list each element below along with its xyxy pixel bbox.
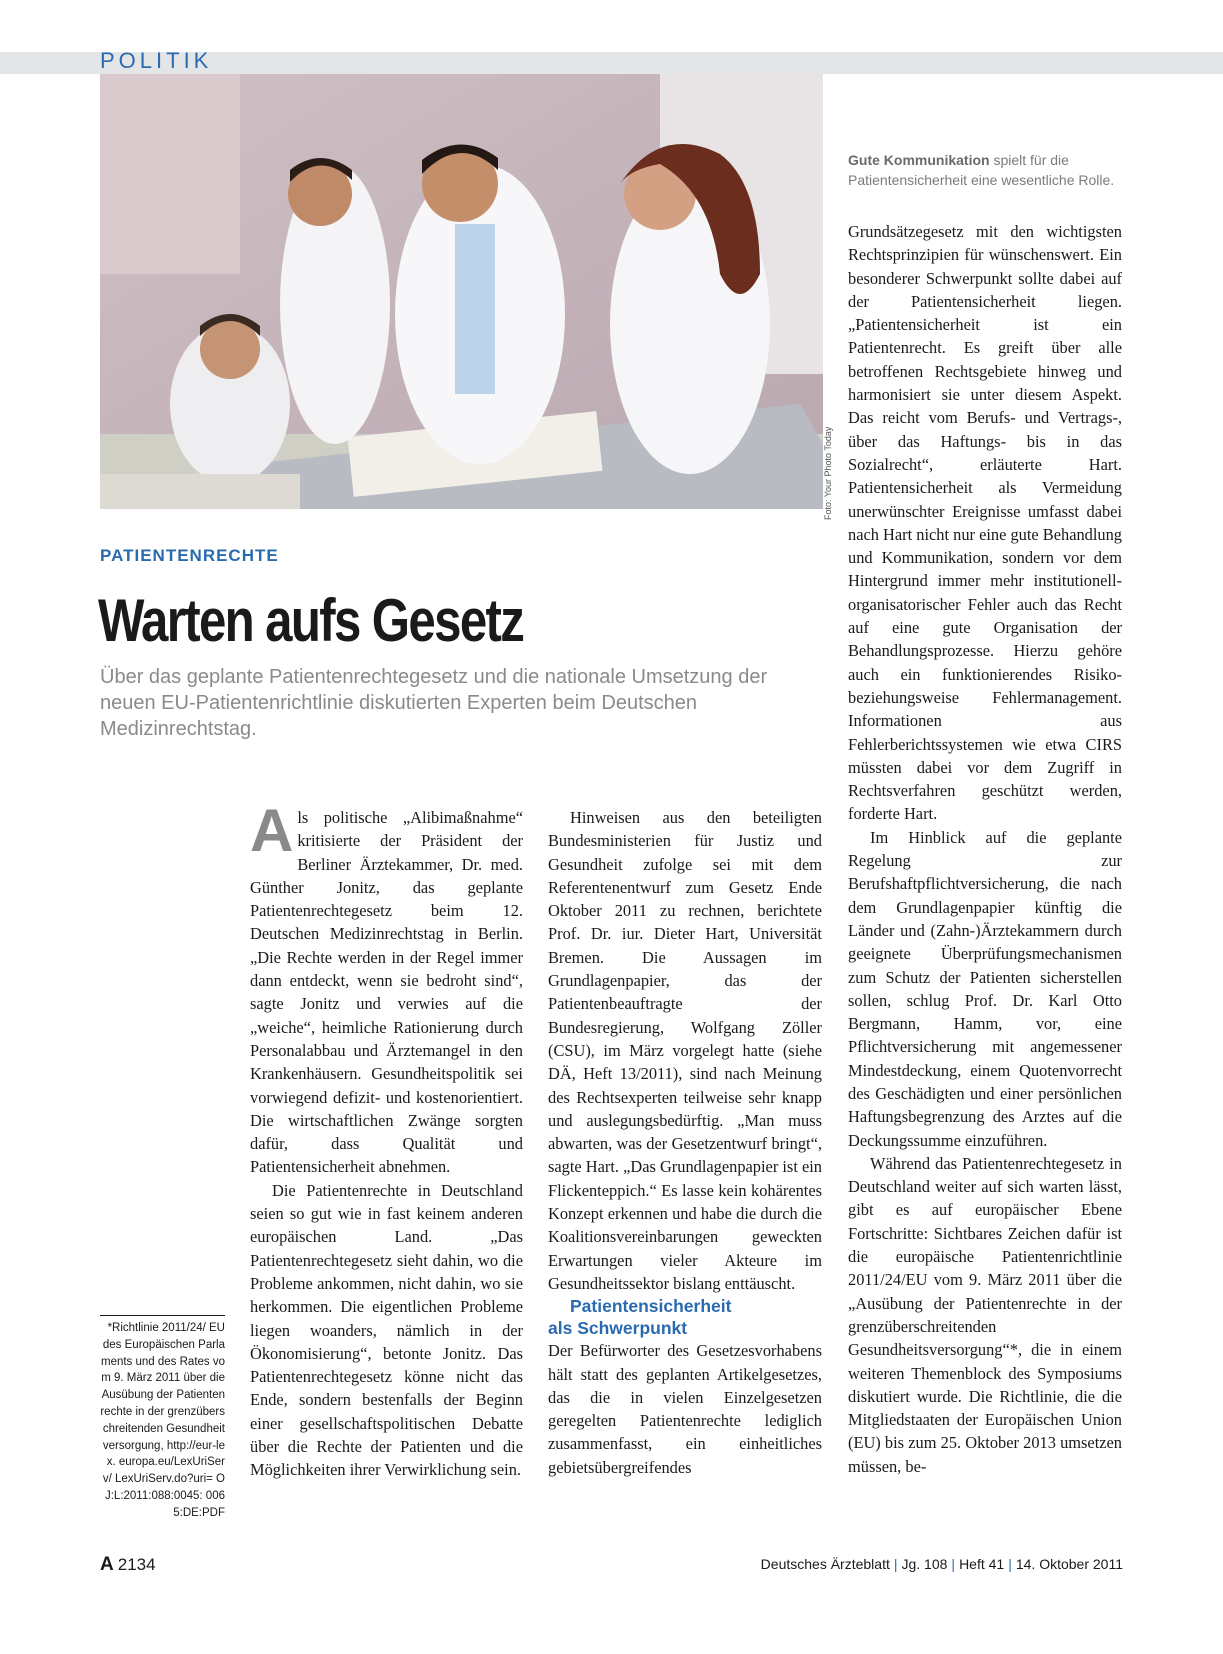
journal-date: 14. Oktober 2011 <box>1015 1556 1123 1572</box>
body-paragraph: Während das Patientenrechtegesetz in Deutschland weiter auf sich warten lässt, gibt es auf europäischer Ebene Fortschritte: Sichtbares Zeichen dafür ist die europäische Patientenrichtlinie 2011/24/EU vom 9. März 2011 über die „Ausübung der Patientenrechte in der grenzüberschreitenden Gesundheitsversorgung“*, die in einem weiteren Themenblock des Symposiums diskutiert wurde. Die Richtlinie, die die Mitgliedstaaten der Europäischen Union (EU) bis zum 25. Oktober 2013 umsetzen müssen, be- <box>848 1153 1122 1476</box>
body-paragraph: Im Hinblick auf die geplante Regelung zur Berufshaftpflichtversicherung, die nach dem Grundlagenpapier künftig die Länder und (Zahn-)Ärztekammern durch geeignete Überprüfungsmechanismen zum Schutz der Patienten sicherstellen sollen, schlug Prof. Dr. Karl Otto Bergmann, Hamm, vor, eine Pflichtversicherung mit angemessener Mindestdeckung, einem Quotenvorrecht des Geschädigten und einer persönlichen Haftungsbegrenzung des Arztes auf die Deckungssumme einzuführen. <box>848 827 1122 1150</box>
photo-credit: Foto: Your Photo Today <box>823 426 833 520</box>
journal-volume: Jg. 108 <box>901 1556 948 1572</box>
article-lead: Über das geplante Patientenrechtegesetz und die nationale Umsetzung der neuen EU-Patientenrichtlinie diskutierten Experten beim Deutschen Medizinrechtstag. <box>100 666 768 740</box>
subheading: Patientensicherheit als Schwerpunkt <box>548 1296 732 1339</box>
body-column-3 <box>848 220 1122 1478</box>
body-paragraph: Hinweisen aus den beteiligten Bundesministerien für Justiz und Gesundheit zufolge sei mit dem Referentenentwurf zum Gesetz Ende Oktober 2011 zu rechnen, berichtete Prof. Dr. iur. Dieter Hart, Universität Bremen. Die Aussagen im Grundlagenpapier, das der Patientenbeauftragte der Bundesregierung, Wolfgang Zöller (CSU), im März vorgelegt hatte (siehe DÄ, Heft 13/2011), sind nach Meinung des Rechtsexperten teilweise sehr knapp und auslegungsbedürftig. „Man muss abwarten, was der Gesetzentwurf bringt“, sagte Hart. „Das Grundlagenpapier ist ein Flickenteppich.“ Es lasse kein kohärentes Konzept erkennen und habe die durch die Koalitionsvereinbarungen geweckten Erwartungen vieler Akteure im Gesundheitssektor bislang enttäuscht. <box>548 808 822 1293</box>
journal-name: Deutsches Ärzteblatt <box>760 1556 890 1572</box>
footnote: *Richtlinie 2011/24/ EU des Europäischen Parlaments und des Rates vom 9. März 2011 über die Ausübung der Patientenrechte in der grenzüberschreitenden Gesundheitversorgung, http://eur-lex. europa.eu/LexUriServ/ LexUriServ.do?uri= OJ:L:2011:088:0045: 0065:DE:PDF <box>100 1322 225 1519</box>
footnote-rule <box>100 1315 225 1316</box>
article-photo <box>100 74 823 509</box>
body-column-2 <box>548 806 822 1479</box>
body-paragraph: Der Befürworter des Gesetzesvorhabens hält statt des geplanten Artikelgesetzes, das die in vielen Einzelgesetzen geregelten Patientenrechte lediglich zusammenfasst, ein einheitliches gebietsübergreifendes <box>548 1341 822 1477</box>
journal-info: Deutsches Ärzteblatt | Jg. 108 | Heft 41 | 14. Oktober 2011 <box>760 1556 1123 1572</box>
article-kicker: PATIENTENRECHTE <box>100 546 279 565</box>
body-column-1 <box>250 797 523 1482</box>
body-paragraph: Als politische „Alibimaßnahme“ kritisierte der Präsident der Berliner Ärztekammer, Dr. med. Günther Jonitz, das geplante Patientenrechtegesetz beim 12. Deutschen Medizinrechtstag in Berlin. „Die Rechte werden in der Regel immer dann entdeckt, wenn sie bedroht sind“, sagte Jonitz und verwies auf die „weiche“, heimliche Rationierung durch Personalabbau und Ärztemangel in den Krankenhäusern. Gesundheitspolitik sei vorwiegend defizit- und kostenorientiert. Die wirtschaftlichen Zwänge sorgten dafür, dass Qualität und Patientensicherheit abnehmen. <box>250 797 523 1177</box>
photo-caption <box>848 150 1123 190</box>
body-paragraph: Die Patientenrechte in Deutschland seien so gut wie in fast keinem anderen europäischen Land. „Das Patientenrechtegesetz sieht dahin, wo die Probleme ankommen, nicht dahin, wo sie herkommen. Die eigentlichen Probleme liegen woanders, nämlich in der Ökonomisierung“, betonte Jonitz. Das Patientenrechtegesetz könne nicht das Ende, sondern bestenfalls der Beginn einer gesellschaftspolitischen Debatte über die Rechte der Patienten und die Möglichkeiten ihrer Verwirklichung sein. <box>250 1180 523 1480</box>
caption-text: spielt für die Patientensicherheit eine wesentliche Rolle. <box>848 152 1115 188</box>
page-number: A 2134 <box>100 1554 156 1575</box>
journal-issue: Heft 41 <box>959 1556 1005 1572</box>
caption-bold: Gute Kommunikation <box>848 152 990 168</box>
drop-cap: A <box>250 797 294 864</box>
section-label: POLITIK <box>100 48 213 73</box>
body-paragraph: Grundsätzegesetz mit den wichtigsten Rechtsprinzipien für wünschenswert. Ein besonderer Schwerpunkt sollte dabei auf der Patientensicherheit liegen. „Patientensicherheit ist ein Patientenrecht. Es greift über alle betroffenen Rechtsgebiete hinweg und harmonisiert sie unter diesem Aspekt. Das reicht vom Berufs- und Vertrags-, über das Haftungs- bis in das Sozialrecht“, erläuterte Hart. Patientensicherheit als Vermeidung unerwünschter Ereignisse umfasst dabei nach Hart nicht nur eine gute Behandlung und Kommunikation, sondern vor dem Hintergrund immer mehr institutionell-organisatorischer Fehler auch das Recht auf eine gute Organisation der Behandlungsprozesse. Hierzu gehöre auch ein funktionierendes Risiko- beziehungsweise Fehlermanagement. Informationen aus Fehlerberichtssystemen wie etwa CIRS müssten dabei vor dem Zugriff in Rechtsverfahren geschützt werden, forderte Hart. <box>848 222 1122 824</box>
article-headline: Warten aufs Gesetz <box>98 587 524 654</box>
